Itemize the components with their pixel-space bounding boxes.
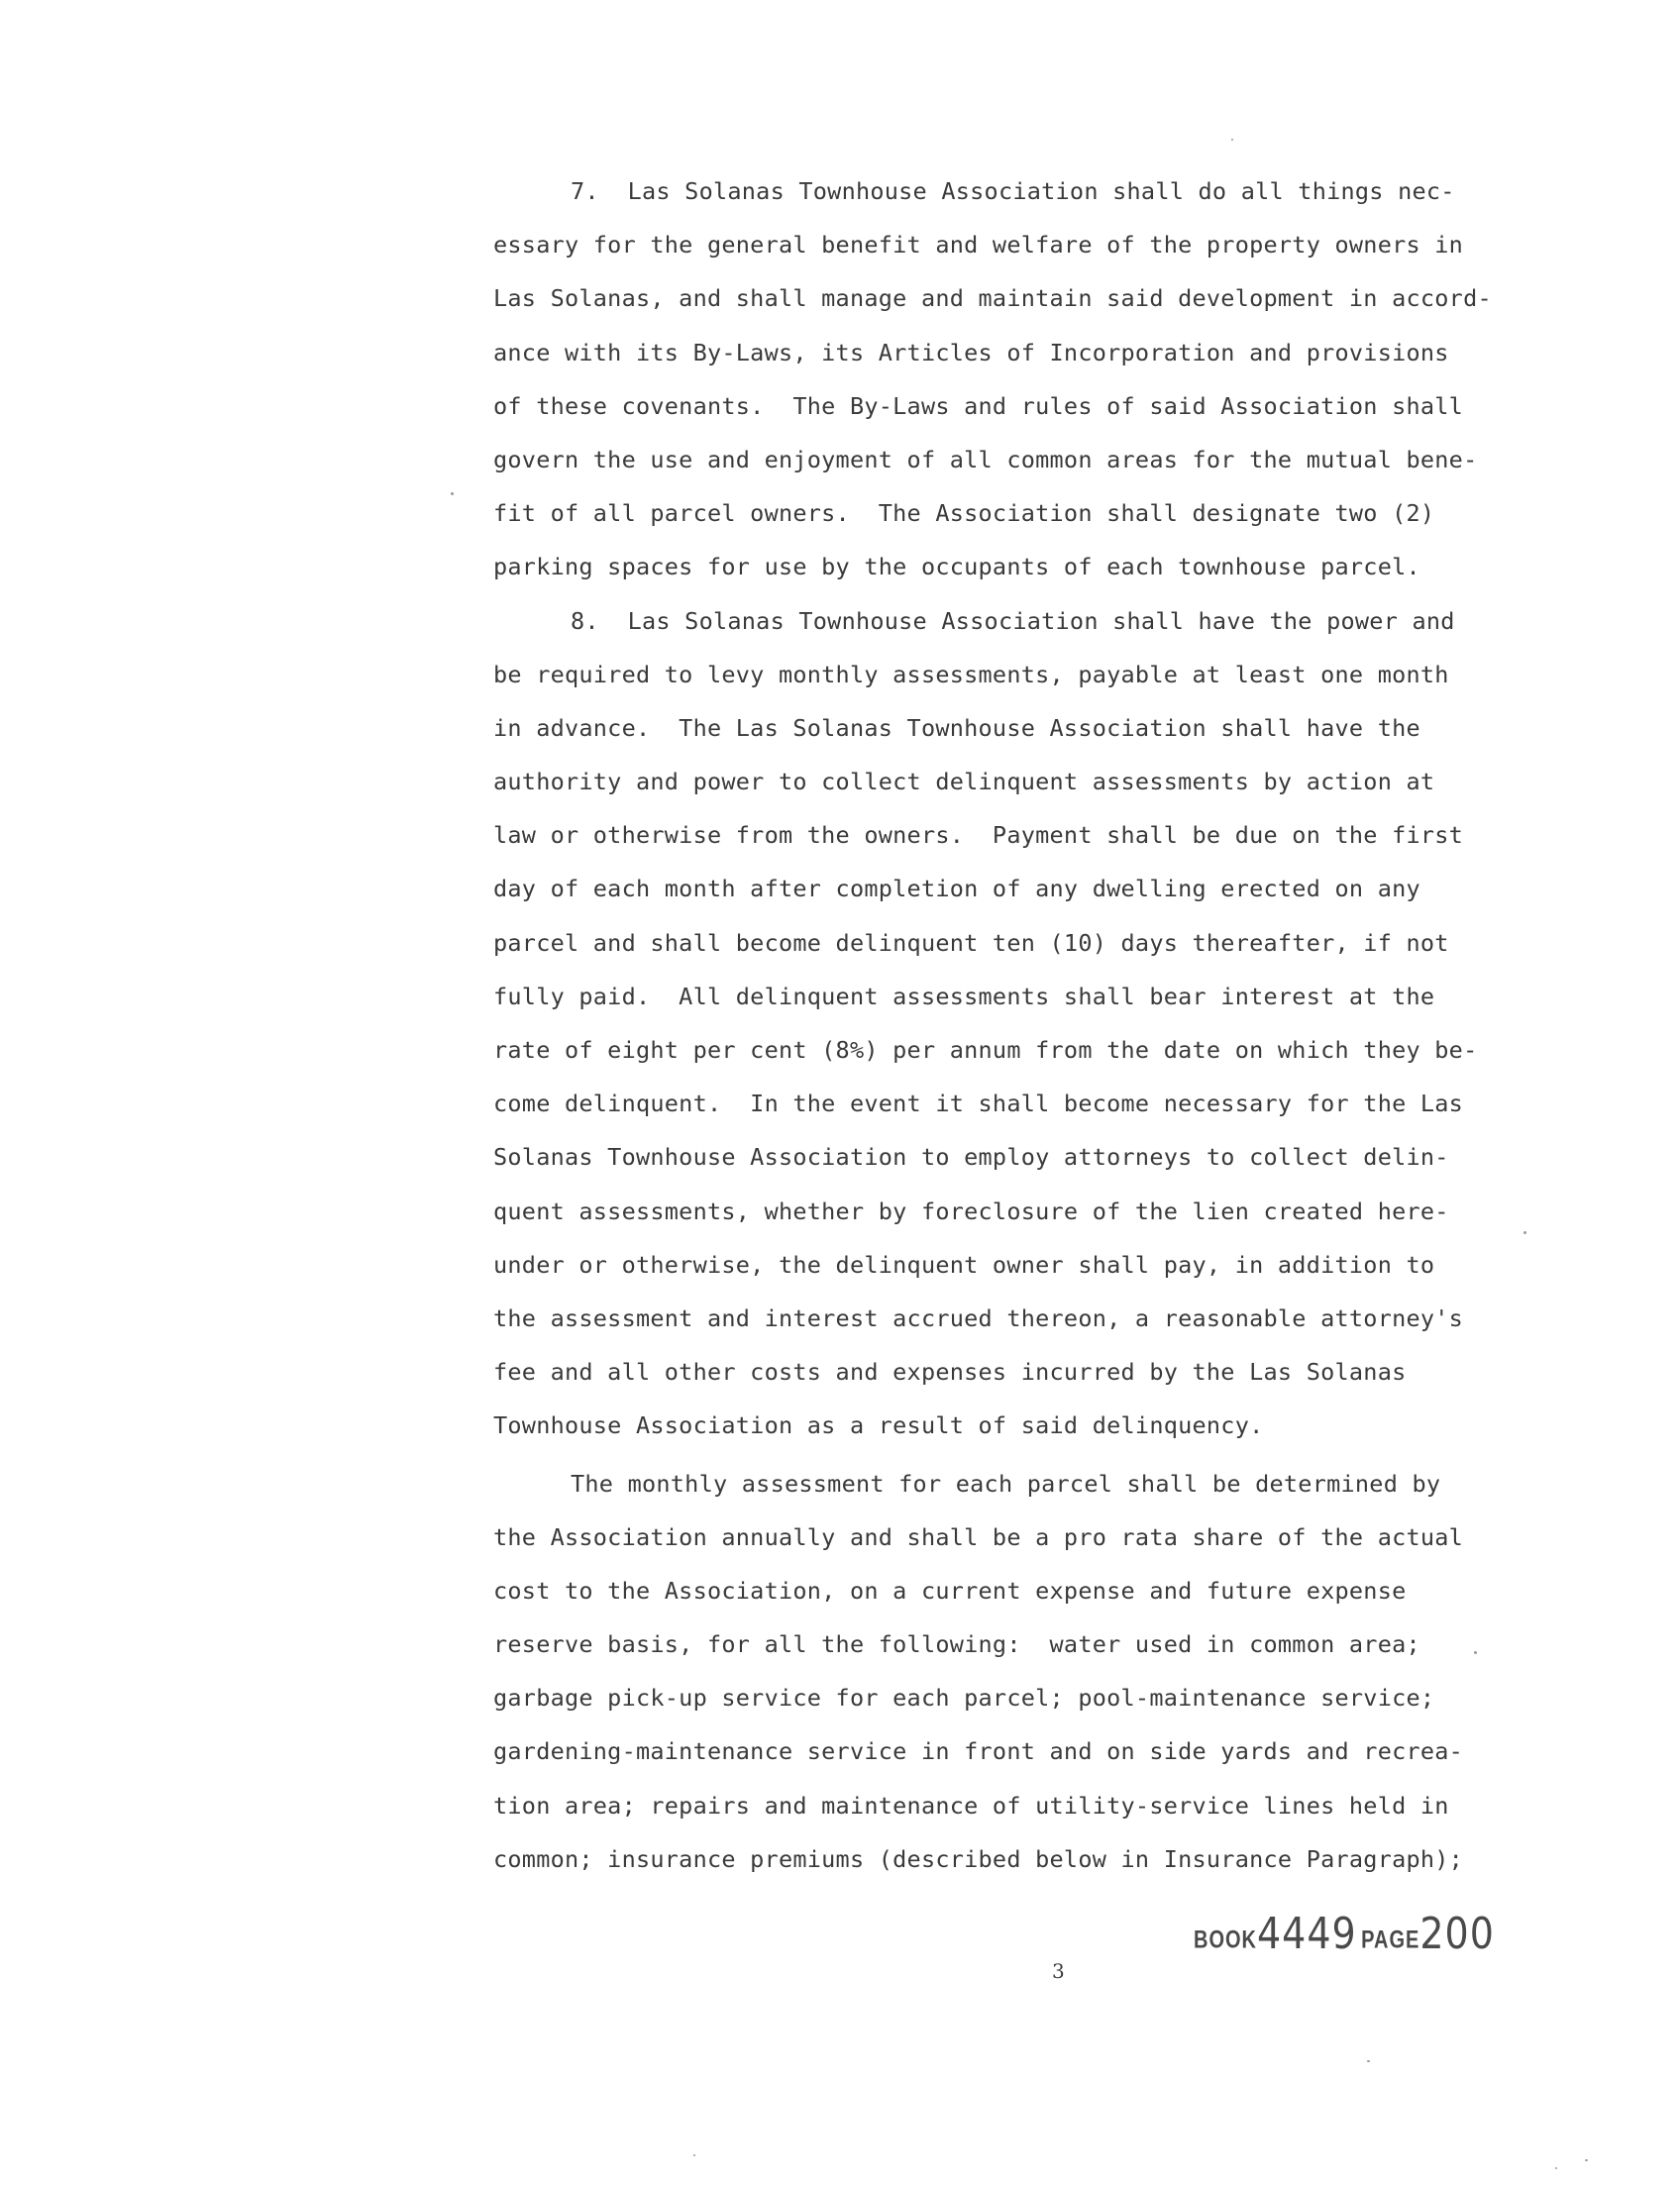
page-ref: 200 — [1419, 1908, 1495, 1959]
assessment-paragraph-line: the Association annually and shall be a pro rata share of the actual — [493, 1522, 1464, 1551]
document-body — [493, 164, 1642, 1886]
paragraph-7-line: of these covenants. The By-Laws and rules of said Association shall — [493, 391, 1464, 420]
assessment-paragraph-line: gardening-maintenance service in front and on side yards and recrea- — [493, 1737, 1464, 1766]
assessment-paragraph-line: tion area; repairs and maintenance of utility-service lines held in — [493, 1791, 1449, 1820]
paragraph-8-line: the assessment and interest accrued thereon, a reasonable attorney's — [493, 1303, 1464, 1332]
paragraph-8-line: rate of eight per cent (8%) per annum from the date on which they be- — [493, 1036, 1478, 1064]
paragraph-7-line: ance with its By-Laws, its Articles of Incorporation and provisions — [493, 338, 1449, 366]
paragraph-8-line: fee and all other costs and expenses incurred by the Las Solanas — [493, 1358, 1407, 1387]
assessment-paragraph-line: reserve basis, for all the following: water used in common area; — [493, 1630, 1420, 1659]
paragraph-7-line: Las Solanas, and shall manage and maintain said development in accord- — [493, 284, 1492, 313]
paragraph-8-line: come delinquent. In the event it shall become necessary for the Las — [493, 1090, 1464, 1118]
paragraph-7-line: govern the use and enjoyment of all common areas for the mutual bene- — [493, 445, 1478, 473]
assessment-paragraph-line: common; insurance premiums (described below in Insurance Paragraph); — [493, 1844, 1464, 1873]
paragraph-7-line: parking spaces for use by the occupants of each townhouse parcel. — [493, 553, 1420, 581]
paragraph-7-line: 7. Las Solanas Townhouse Association shall do all things nec- — [571, 177, 1455, 205]
page-label: PAGE — [1361, 1927, 1420, 1954]
scan-speck — [1367, 2060, 1370, 2062]
scan-speck — [1585, 2159, 1588, 2161]
scan-speck — [1555, 2167, 1557, 2169]
scan-speck — [693, 2154, 695, 2156]
scan-speck — [1523, 1231, 1526, 1234]
paragraph-8-line: fully paid. All delinquent assessments shall bear interest at the — [493, 982, 1435, 1010]
paragraph-8-line: Solanas Townhouse Association to employ attorneys to collect delin- — [493, 1143, 1449, 1172]
assessment-paragraph-line: The monthly assessment for each parcel shall be determined by — [571, 1469, 1441, 1498]
paragraph-8-line: parcel and shall become delinquent ten (10) days thereafter, if not — [493, 928, 1449, 957]
paragraph-8-line: Townhouse Association as a result of said delinquency. — [493, 1411, 1264, 1440]
scan-speck — [451, 492, 454, 495]
paragraph-8-line: under or otherwise, the delinquent owner shall pay, in addition to — [493, 1250, 1435, 1279]
paragraph-8-line: in advance. The Las Solanas Townhouse Association shall have the — [493, 713, 1420, 742]
book-page-stamp — [1194, 1908, 1495, 1959]
scan-speck — [1474, 1651, 1477, 1654]
paragraph-7-line: fit of all parcel owners. The Association shall designate two (2) — [493, 499, 1435, 528]
paragraph-8-line: law or otherwise from the owners. Payment shall be due on the first — [493, 821, 1464, 850]
assessment-paragraph-line: garbage pick-up service for each parcel; pool-maintenance service; — [493, 1684, 1435, 1713]
paragraph-8-line: authority and power to collect delinquent assessments by action at — [493, 768, 1435, 796]
book-number: 4449 — [1257, 1908, 1357, 1959]
paragraph-8-line: be required to levy monthly assessments, payable at least one month — [493, 660, 1449, 688]
page-number: 3 — [1052, 1959, 1065, 1983]
paragraph-8-line: quent assessments, whether by foreclosure of the lien created here- — [493, 1197, 1449, 1225]
paragraph-8-line: day of each month after completion of any dwelling erected on any — [493, 875, 1420, 903]
assessment-paragraph-line: cost to the Association, on a current expense and future expense — [493, 1576, 1407, 1605]
scan-speck — [1231, 139, 1233, 141]
book-label: BOOK — [1194, 1927, 1257, 1954]
paragraph-7-line: essary for the general benefit and welfare of the property owners in — [493, 231, 1464, 260]
paragraph-8-line: 8. Las Solanas Townhouse Association shall have the power and — [571, 606, 1455, 635]
